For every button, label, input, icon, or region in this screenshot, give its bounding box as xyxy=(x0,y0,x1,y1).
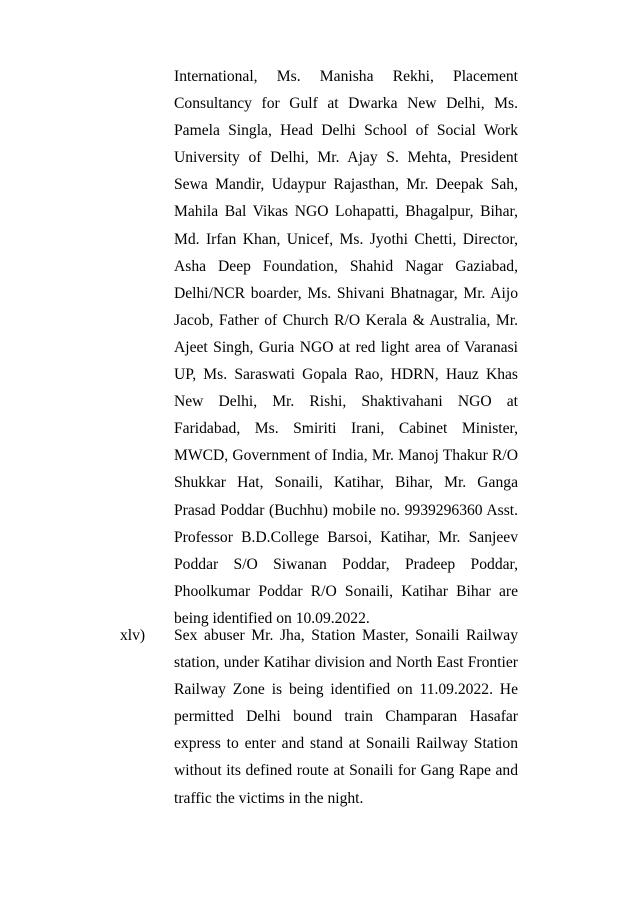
paragraph-continued: International, Ms. Manisha Rekhi, Placement Consultancy for Gulf at Dwarka New Delhi, Ms. Pamela Singla, Head Delhi School of Social Work University of Delhi, Mr. Ajay S. Mehta, President Sewa Mandir, Udaypur Rajasthan, Mr. Deepak Sah, Mahila Bal Vikas NGO Lohapatti, Bhagalpur, Bihar, Md. Irfan Khan, Unicef, Ms. Jyothi Chetti, Director, Asha Deep Foundation, Shahid Nagar Gaziabad, Delhi/NCR boarder, Ms. Shivani Bhatnagar, Mr. Aijo Jacob, Father of Church R/O Kerala & Australia, Mr. Ajeet Singh, Guria NGO at red light area of Varanasi UP, Ms. Saraswati Gopala Rao, HDRN, Hauz Khas New Delhi, Mr. Rishi, Shaktivahani NGO at Faridabad, Ms. Smiriti Irani, Cabinet Minister, MWCD, Government of India, Mr. Manoj Thakur R/O Shukkar Hat, Sonaili, Katihar, Bihar, Mr. Ganga Prasad Poddar (Buchhu) mobile no. 9939296360 Asst. Professor B.D.College Barsoi, Katihar, Mr. Sanjeev Poddar S/O Siwanan Poddar, Pradeep Poddar, Phoolkumar Poddar R/O Sonaili, Katihar Bihar are being identified on 10.09.2022. xyxy=(174,68,518,627)
item-number-xlv: xlv) xyxy=(120,627,146,644)
item-text-xlv: Sex abuser Mr. Jha, Station Master, Sonaili Railway station, under Katihar division and North East Frontier Railway Zone is being identified on 11.09.2022. He permitted Delhi bound train Champaran Hasafar express to enter and stand at Sonaili Railway Station without its defined route at Sonaili for Gang Rape and traffic the victims in the night. xyxy=(174,627,518,807)
